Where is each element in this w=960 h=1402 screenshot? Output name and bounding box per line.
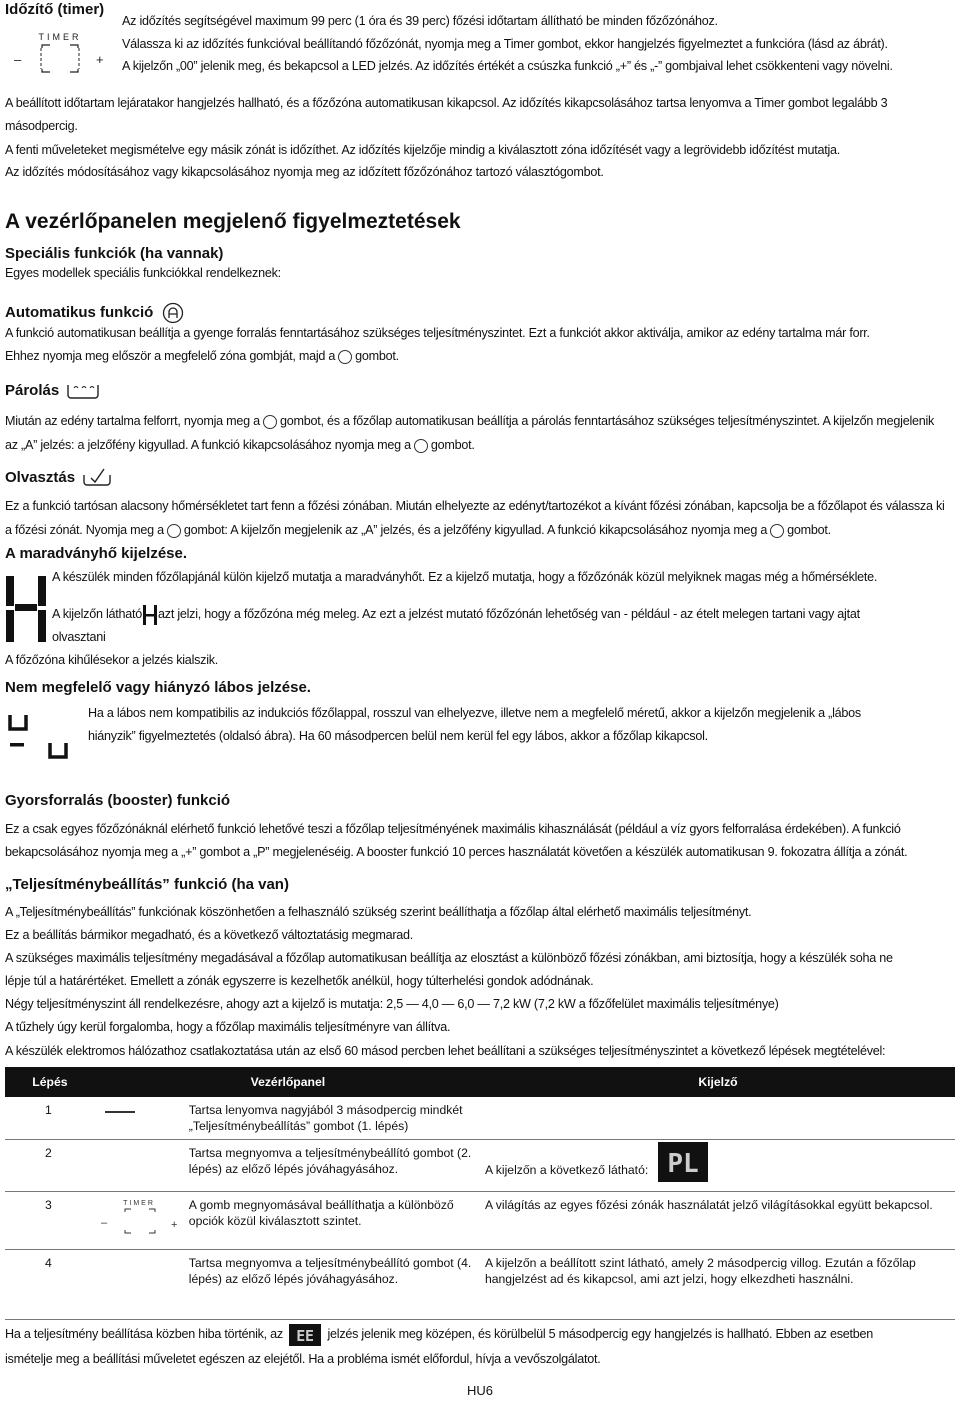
power-line-3: A szükséges maximális teljesítmény megadásával a főzőlap automatikusan beállítja az elosztást a különböző főzési zónákban, ami biztosítja, hogy a készülék soha ne (5, 951, 893, 965)
error-text-2: ismételje meg a beállítási műveletet egészen az elejétől. Ha a probléma ismét előfordul, hívja a vevőszolgálatot. (5, 1352, 601, 1366)
power-steps-table (5, 1067, 955, 1320)
button-circle-icon (770, 524, 784, 538)
error-text-1: Ha a teljesítmény beállítása közben hiba történik, az EE jelzés jelenik meg középen, és körülbelül 5 másodpercig egy hangjelzés is hallható. Ebben az esetben (5, 1323, 952, 1346)
steam-text-1: Miután az edény tartalma felforrt, nyomja meg a gombot, és a főzőlap automatikusan beállítja a párolás fenntartásához szükséges teljesítményszintet. A kijelzőn megjelenik (5, 414, 935, 428)
residual-text-2: A kijelzőn látható azt jelzi, hogy a főzőzóna még meleg. Az ezt a jelzést mutató főzőzónán lehetőség van - például - az ételt melegen tartani vagy ajtat (52, 603, 952, 626)
residual-title: A maradványhő kijelzése. (5, 545, 188, 562)
minus-key-icon (99, 1102, 139, 1122)
residual-heat-icon (4, 572, 50, 646)
step-number: 3 (5, 1191, 95, 1249)
timer-line-1: Az időzítés segítségével maximum 99 perc (1 óra és 39 perc) főzési időtartam állítható be minden főzőzónához. (122, 14, 718, 28)
timer-para-4: Az időzítés módosításához vagy kikapcsolásához nyomja meg az időzített főzőzónához tartozó választógombot. (5, 165, 604, 179)
timer-title: Időzítő (timer) (5, 1, 105, 18)
residual-text-1: A készülék minden főzőlapjánál külön kijelző mutatja a maradványhőt. Ez a kijelző mutatja, hogy a főzőzónák közül melyiknek magas még a hőmérséklete. (52, 570, 878, 584)
melt-icon (82, 467, 112, 489)
step-number: 2 (5, 1139, 95, 1191)
timer-line-2: Válassza ki az időzítés funkcióval beállítandó főzőzónát, nyomja meg a Timer gombot, ekkor hangjelzés figyelmeztet a funkcióra (lásd az ábrát). (122, 36, 888, 51)
svg-text:EE: EE (296, 1326, 314, 1345)
timer-line-3: A kijelzőn „00” jelenik meg, és bekapcsol a LED jelzés. Az időzítés értékét a csúszka funkció „+” és „-” gombjaival lehet csökkenteni vagy növelni. (122, 59, 893, 73)
step-display (481, 1097, 955, 1139)
table-row (5, 1249, 955, 1319)
step-number: 1 (5, 1097, 95, 1139)
pan-text-2: hiányzik” figyelmeztetés (oldalsó ábra). Ha 60 másodpercen belül nem kerül fel egy lábos, akkor a főzőlap kikapcsol. (88, 729, 708, 743)
button-circle-icon (414, 439, 428, 453)
step-text: Tartsa megnyomva a teljesítménybeállító gombot (4. lépés) az előző lépés jóváhagyásához. (185, 1249, 481, 1319)
button-circle-icon (167, 524, 181, 538)
pan-title: Nem megfelelő vagy hiányzó lábos jelzése. (5, 679, 311, 696)
auto-function-icon (162, 302, 184, 324)
booster-text-1: Ez a csak egyes főzőzónáknál elérhető funkció lehetővé teszi a főzőlap teljesítményének maximális kihasználását (például a víz gyors felforralása érdekében). A funkció (5, 822, 901, 836)
special-title: Speciális funkciók (ha vannak) (5, 245, 224, 262)
step-text: Tartsa megnyomva a teljesítménybeállító gombot (2. lépés) az előző lépés jóváhagyásához. (185, 1139, 481, 1191)
step-display: A világítás az egyes főzési zónák használatát jelző világításokkal együtt bekapcsol. (481, 1191, 955, 1249)
svg-text:+: + (96, 52, 104, 67)
svg-text:TIMER: TIMER (122, 1199, 155, 1207)
residual-text-4: A főzőzóna kihűlésekor a jelzés kialszik. (5, 653, 219, 667)
step-text: A gomb megnyomásával beállíthatja a különböző opciók közül kiválasztott szintet. (185, 1191, 481, 1249)
auto-title: Automatikus funkció (5, 302, 184, 324)
step-display: A kijelzőn a következő látható: (484, 1162, 649, 1177)
steam-icon (66, 382, 100, 400)
auto-text-1: A funkció automatikusan beállítja a gyenge forralás fenntartásához szükséges teljesítményszintet. Ezt a funkciót akkor aktiválja, amikor az edény tartalma már forr. (5, 326, 870, 340)
step-display: A kijelzőn a beállított szint látható, amely 2 másodpercig villog. Ezután a főzőlap hangjelzést ad és kikapcsol, ami azt jelzi, hogy elkezdheti használni. (481, 1249, 955, 1319)
ee-display-icon (289, 1324, 321, 1346)
melt-text-1: Ez a funkció tartósan alacsony hőmérsékletet tart fenn a főzési zónában. Miután elhelyezte az edényt/tartozékot a kívánt főzési zónában, kapcsolja be a főzőlapot és válassza ki (5, 499, 945, 513)
table-icon-cell (95, 1191, 185, 1249)
table-header-row (5, 1067, 955, 1097)
table-icon-cell (95, 1097, 185, 1139)
special-text: Egyes modellek speciális funkciókkal rendelkeznek: (5, 266, 281, 280)
button-circle-icon (263, 415, 277, 429)
step-text: Tartsa lenyomva nagyjából 3 másodpercig mindkét „Teljesítménybeállítás” gombot (1. lépés) (185, 1097, 481, 1139)
svg-text:–: – (100, 1216, 107, 1229)
power-line-2: Ez a beállítás bármikor megadható, és a következő változtatásig megmarad. (5, 928, 414, 942)
table-row (5, 1097, 955, 1139)
booster-title: Gyorsforralás (booster) funkció (5, 792, 231, 809)
melt-title: Olvasztás (5, 467, 112, 489)
step-display-cell (481, 1139, 955, 1191)
residual-text-3: olvasztani (52, 630, 106, 644)
residual-heat-icon (142, 604, 158, 626)
svg-text:PL: PL (666, 1148, 699, 1179)
no-pan-icon (6, 707, 80, 763)
step-number: 4 (5, 1249, 95, 1319)
steam-title: Párolás (5, 382, 100, 400)
table-header-panel: Vezérlőpanel (95, 1067, 481, 1097)
steam-text-2: az „A” jelzés: a jelzőfény kigyullad. A funkció kikapcsolásához nyomja meg a gombot. (5, 438, 475, 452)
table-header-display: Kijelző (481, 1067, 955, 1097)
pan-text-1: Ha a lábos nem kompatibilis az indukciós főzőlappal, rosszul van elhelyezve, illetve nem a megfelelő méretű, akkor a kijelzőn megjelenik a „lábos (88, 706, 861, 720)
svg-text:+: + (170, 1218, 178, 1231)
timer-display-icon (99, 1197, 181, 1237)
timer-para-3: A fenti műveleteket megismételve egy másik zónát is időzíthet. Az időzítés kijelzője mindig a kiválasztott zóna időzítését vagy a legrövidebb időzítést mutatja. (5, 143, 841, 157)
svg-text:TIMER: TIMER (38, 32, 82, 42)
power-title: „Teljesítménybeállítás” funkció (ha van) (5, 876, 289, 893)
page-number: HU6 (466, 1383, 493, 1398)
timer-para-2: A beállított időtartam lejáratakor hangjelzés hallható, és a főzőzóna automatikusan kikapcsol. Az időzítés kikapcsolásához tartsa lenyomva a Timer gombot legalább 3 másodpercig. (5, 96, 888, 133)
power-line-4: lépje túl a határértéket. Emellett a zónák egyszerre is kezelhetők anélkül, hogy túlterhelési gondok adódnának. (5, 974, 594, 988)
pl-display-icon (658, 1142, 708, 1182)
button-circle-icon (338, 350, 352, 364)
power-line-6: A tűzhely úgy kerül forgalomba, hogy a főzőlap maximális teljesítményre van állítva. (5, 1020, 451, 1034)
table-icon-cell (95, 1139, 185, 1191)
melt-text-2: a főzési zónát. Nyomja meg a gombot: A kijelzőn megjelenik az „A” jelzés, és a jelzőfény kigyullad. A funkció kikapcsolásához nyomja meg a gombot. (5, 523, 831, 537)
power-line-1: A „Teljesítménybeállítás” funkciónak köszönhetően a felhasználó szükség szerint beállíthatja a főzőlap által elérhető maximális teljesítményt. (5, 905, 752, 919)
auto-text-2: Ehhez nyomja meg először a megfelelő zóna gombját, majd a gombot. (5, 349, 399, 363)
power-line-7: A készülék elektromos hálózathoz csatlakoztatása után az első 60 másod percben lehet beállítani a szükséges teljesítményszintet a következő lépések megtételével: (5, 1044, 886, 1058)
table-row (5, 1191, 955, 1249)
timer-display-icon (8, 30, 113, 78)
table-header-step: Lépés (5, 1067, 95, 1097)
power-line-5: Négy teljesítményszint áll rendelkezésre, ahogy azt a kijelző is mutatja: 2,5 — 4,0 — 6,0 — 7,2 kW (7,2 kW a főzőfelület maximális teljesítménye) (5, 997, 779, 1011)
table-icon-cell (95, 1249, 185, 1319)
svg-text:–: – (14, 52, 22, 67)
table-row (5, 1139, 955, 1191)
warnings-title: A vezérlőpanelen megjelenő figyelmeztetések (5, 210, 461, 233)
booster-text-2: bekapcsolásához nyomja meg a „+” gombot a „P” megjelenéséig. A booster funkció 10 perces használatát követően a készülék automatikusan 9. fokozatra állítja a zónát. (5, 845, 908, 859)
